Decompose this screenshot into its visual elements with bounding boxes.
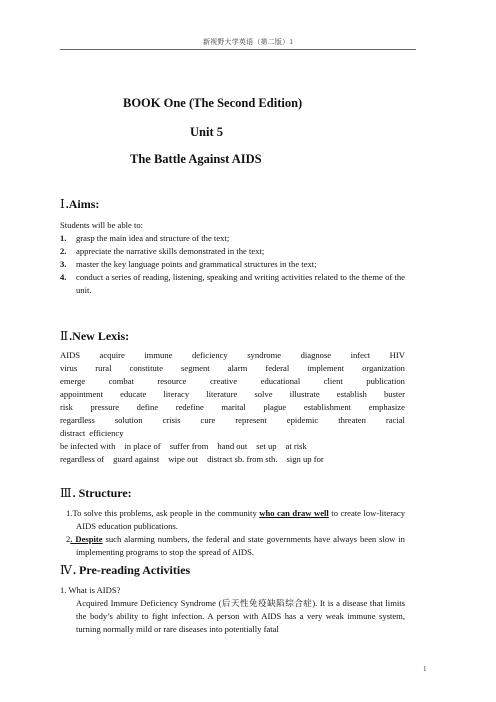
structure-item-underlined: . Despite [70, 534, 103, 544]
lexis-word: alarm [227, 363, 248, 373]
lexis-word: epidemic [286, 415, 319, 425]
structure-item-number: 2 [66, 534, 71, 544]
lexis-word: acquire [99, 350, 125, 360]
lexis-word: redefine [175, 402, 204, 412]
lexis-line [60, 427, 405, 440]
structure-item-text-after: such alarming numbers, the federal and state governments have always been slow in implementing programs to stop the spread of AIDS. [76, 534, 405, 557]
lexis-word: creative [209, 376, 238, 386]
aims-intro: Students will be able to: [60, 220, 144, 230]
structure-section [60, 507, 405, 559]
lexis-phrase: in place of [124, 441, 161, 451]
structure-item [66, 533, 405, 559]
lexis-word: illustrate [289, 389, 320, 399]
aims-item [60, 245, 405, 258]
prereading-heading-text: . Pre-reading Activities [73, 563, 191, 577]
lexis-word: emerge [60, 376, 86, 386]
aims-item-text: grasp the main idea and structure of the text; [76, 233, 230, 243]
lexis-line [60, 362, 405, 375]
lexis-phrase: suffer from [169, 441, 209, 451]
lexis-line [60, 401, 405, 414]
lexis-word: resource [157, 376, 187, 386]
aims-item-number: 2. [60, 246, 67, 256]
aims-item [60, 271, 405, 297]
lexis-word: virus [60, 363, 78, 373]
aims-heading-text: .Aims: [65, 197, 100, 211]
structure-item-text-before: 1.To solve this problems, ask people in the community [66, 508, 260, 518]
lexis-word: federal [265, 363, 290, 373]
lexis-phrase-line [60, 453, 405, 466]
lexis-word: establishment [303, 402, 352, 412]
lexis-word: solve [254, 389, 273, 399]
aims-list [60, 232, 405, 297]
lexis-word: HIV [389, 350, 405, 360]
lexis-word: educational [260, 376, 301, 386]
aims-item-number: 4. [60, 272, 67, 282]
lexis-phrase: distract sb. from sth. [207, 454, 278, 464]
aims-item [60, 258, 405, 271]
lexis-word: segment [181, 363, 210, 373]
unit-title: Unit 5 [190, 125, 223, 139]
aims-item-text: appreciate the narrative skills demonstrated in the text; [76, 246, 265, 256]
structure-item [66, 507, 405, 533]
lexis-phrase: wipe out [168, 454, 199, 464]
lexis-line [60, 349, 405, 362]
lexis-word: efficiency [89, 428, 124, 438]
lexis-word: threaten [338, 415, 366, 425]
prereading-heading [60, 563, 190, 578]
structure-roman-numeral: Ⅲ [60, 486, 72, 500]
aims-item-text: conduct a series of reading, listening, speaking and writing activities related to the theme of the unit. [76, 272, 405, 295]
prereading-answer: Acquired Immure Deficiency Syndrome (后天性免疫缺陷综合症). It is a disease that limits the body’s ability to fight infection. A person with AIDS has a very weak immune system, turning normally mild or rare diseases into potentially fatal [76, 598, 405, 634]
lexis-word: appointment [60, 389, 103, 399]
lexis-word: solution [114, 415, 143, 425]
lexis-word: establish [336, 389, 367, 399]
lexis-word: deficiency [191, 350, 228, 360]
lexis-phrase: set up [256, 441, 277, 451]
structure-item-underlined: who can draw well [259, 508, 329, 518]
lexis-word: implement [307, 363, 345, 373]
lesson-title: The Battle Against AIDS [130, 152, 262, 166]
lexis-word: marital [221, 402, 246, 412]
lexis-word: regardless [60, 415, 95, 425]
lexis-word: rural [95, 363, 112, 373]
lexis-word: infect [350, 350, 371, 360]
prereading-roman-numeral: Ⅳ [60, 563, 72, 577]
lexis-word: literature [206, 389, 238, 399]
lexis-word: literacy [163, 389, 190, 399]
aims-item-text: master the key language points and grammatical structures in the text; [76, 259, 317, 269]
lexis-roman-numeral: Ⅱ [60, 329, 69, 343]
lexis-word: crisis [162, 415, 181, 425]
lexis-heading [60, 329, 129, 344]
lexis-phrase: hand out [217, 441, 248, 451]
lexis-line [60, 414, 405, 427]
lexis-word: publication [366, 376, 405, 386]
aims-item-number: 1. [60, 233, 67, 243]
lexis-word: emphasize [368, 402, 405, 412]
lexis-word: represent [235, 415, 267, 425]
structure-item-text-after: to create low-literacy AIDS education publications. [76, 508, 406, 531]
lexis-word: cure [200, 415, 216, 425]
lexis-word: buster [383, 389, 405, 399]
structure-heading-text: . Structure: [72, 486, 132, 500]
aims-item-number: 3. [60, 259, 67, 269]
lexis-word: plague [263, 402, 287, 412]
lexis-phrase-line [60, 440, 405, 453]
lexis-line [60, 388, 405, 401]
aims-roman-numeral: Ⅰ [60, 197, 65, 211]
lexis-word-list [60, 349, 405, 466]
lexis-line [60, 375, 405, 388]
prereading-section [60, 584, 405, 636]
lexis-word: risk [60, 402, 73, 412]
aims-item [60, 232, 405, 245]
lexis-word: diagnose [300, 350, 332, 360]
page-number: 1 [423, 665, 427, 673]
lexis-phrase: be infected with [60, 441, 116, 451]
structure-heading [60, 486, 132, 501]
lexis-word: distract [60, 428, 86, 438]
lexis-word: define [136, 402, 159, 412]
lexis-phrase: sign up for [286, 454, 324, 464]
lexis-phrase: at risk [285, 441, 307, 451]
lexis-phrase: guard against [113, 454, 160, 464]
aims-heading [60, 197, 99, 212]
lexis-word: constitute [129, 363, 163, 373]
header-rule [60, 49, 416, 50]
lexis-phrase: regardless of [60, 454, 105, 464]
lexis-heading-text: .New Lexis: [69, 329, 130, 343]
lexis-word: syndrome [247, 350, 282, 360]
lexis-word: client [323, 376, 343, 386]
lexis-word: racial [385, 415, 405, 425]
lexis-word: AIDS [60, 350, 81, 360]
book-title: BOOK One (The Second Edition) [123, 96, 303, 110]
lexis-word: educate [120, 389, 147, 399]
running-header: 新视野大学英语（第二版）1 [202, 38, 294, 46]
lexis-word: immune [144, 350, 173, 360]
lexis-word: pressure [90, 402, 120, 412]
lexis-word: organization [362, 363, 405, 373]
prereading-question: 1. What is AIDS? [60, 585, 121, 595]
lexis-word: combat [108, 376, 134, 386]
